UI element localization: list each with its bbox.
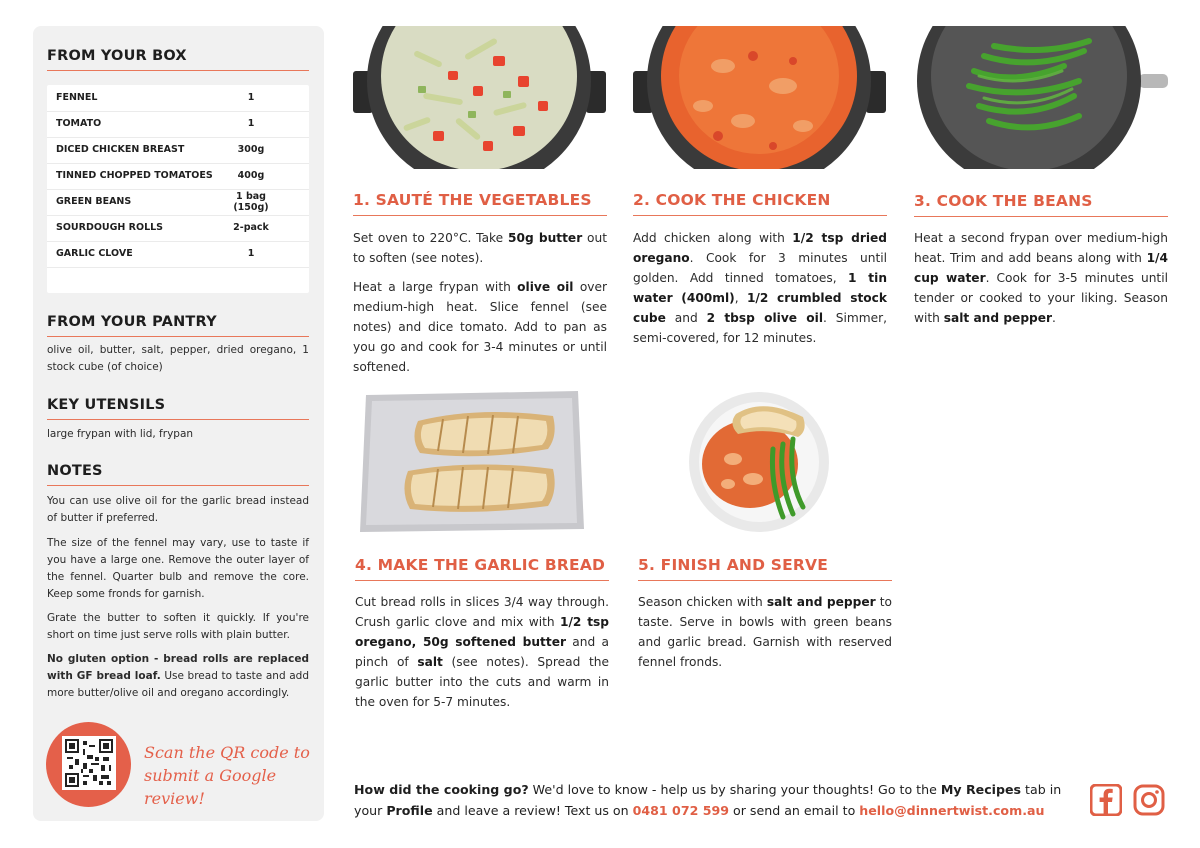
text: tab in your (354, 782, 1062, 818)
instagram-icon[interactable] (1133, 784, 1167, 818)
step-1-title: 1. SAUTÉ THE VEGETABLES (353, 191, 607, 216)
ingredient-name: TINNED CHOPPED TOMATOES (56, 170, 213, 182)
qr-code[interactable] (62, 736, 116, 790)
step-5-title: 5. FINISH AND SERVE (638, 556, 892, 581)
bold-text: salt (417, 655, 443, 669)
step-4-body (355, 592, 609, 721)
utensils-text: large frypan with lid, frypan (47, 428, 194, 440)
facebook-icon[interactable] (1090, 784, 1124, 818)
table-row (47, 137, 309, 164)
step-3-body (914, 228, 1168, 337)
note-1: You can use olive oil for the garlic bread instead of butter if preferred. (47, 495, 309, 524)
bold-text: salt and pepper (943, 311, 1053, 325)
step-2-photo (633, 26, 886, 169)
email-link[interactable]: hello@dinnertwist.com.au (859, 803, 1045, 818)
note-3: Grate the butter to soften it quickly. If you're short on time just serve rolls with plain butter. (47, 612, 309, 641)
bold-text: 2 tbsp olive oil (706, 311, 823, 325)
ingredient-qty: 300g (237, 144, 265, 156)
text: (see notes). Spread the garlic butter into the cuts and warm in the oven for 5-7 minutes. (355, 655, 609, 709)
table-row (47, 85, 309, 112)
note-4-bold: No gluten option - bread rolls are replaced with GF bread loaf. (47, 653, 309, 682)
step-1-photo (353, 26, 606, 169)
ingredient-qty: 1 (247, 118, 255, 130)
bold-text: 1 tin water (400ml) (633, 271, 887, 305)
text: Heat a large frypan with (353, 280, 518, 294)
from-your-box-heading: FROM YOUR BOX (47, 48, 309, 71)
qr-code-icon (65, 739, 113, 787)
text: We'd love to know - help us by sharing your thoughts! Go to the (528, 782, 941, 797)
step-5-body (638, 592, 892, 681)
text: Season chicken with (638, 595, 767, 609)
ingredient-name: DICED CHICKEN BREAST (56, 144, 185, 156)
qr-callout-line-1: Scan the QR code to (144, 743, 310, 762)
text: Add chicken along with (633, 231, 793, 245)
ingredient-qty: 1 bag (150g) (233, 190, 269, 213)
qr-callout-line-2: submit a Google review! (144, 766, 277, 808)
notes-heading: NOTES (47, 463, 309, 486)
text: Set oven to 220°C. Take (353, 231, 508, 245)
note-4 (47, 651, 309, 702)
profile-link[interactable]: Profile (386, 803, 433, 818)
text: . Simmer, semi-covered, for 12 minutes. (633, 311, 887, 345)
bold-text: 1/2 tsp oregano, 50g softened butter (355, 615, 609, 649)
step-1-body (353, 228, 607, 386)
text: over medium-high heat. Slice fennel (see notes) and dice tomato. Add to pan as you go and cook for 3-4 minutes or until softened. (353, 280, 607, 374)
from-your-pantry-heading: FROM YOUR PANTRY (47, 314, 309, 337)
table-row (47, 163, 309, 190)
step-4-photo (358, 391, 586, 532)
review-footer (354, 779, 1074, 821)
ingredient-name: GREEN BEANS (56, 196, 132, 208)
step-3-photo (914, 26, 1168, 169)
step-3-title: 3. COOK THE BEANS (914, 192, 1168, 217)
step-2-body (633, 228, 887, 357)
ingredient-name: FENNEL (56, 92, 98, 104)
ingredient-qty: 2-pack (233, 222, 269, 234)
footer-question: How did the cooking go? (354, 782, 529, 797)
pantry-text: olive oil, butter, salt, pepper, dried oregano, 1 stock cube (of choice) (47, 344, 309, 373)
ingredient-name: GARLIC CLOVE (56, 248, 133, 260)
text: to taste. Serve in bowls with green beans and garlic bread. Garnish with reserved fennel fronds. (638, 595, 892, 669)
text: Cut bread rolls in slices 3/4 way through. Crush garlic clove and mix with (355, 595, 609, 629)
text: Heat a second frypan over medium-high heat. Trim and add beans along with (914, 231, 1168, 265)
qr-callout (144, 741, 314, 810)
my-recipes-link[interactable]: My Recipes (940, 782, 1022, 797)
sidebar (33, 26, 324, 821)
note-4-rest: Use bread to taste and add more butter/olive oil and oregano accordingly. (47, 670, 309, 699)
table-row (47, 189, 309, 216)
bold-text: 1/2 crumbled stock cube (633, 291, 888, 325)
text: . Cook for 3 minutes until golden. Add tinned tomatoes, (633, 251, 887, 285)
ingredient-qty: 1 (247, 92, 255, 104)
ingredient-qty: 1 (247, 248, 255, 260)
ingredient-qty: 400g (237, 170, 265, 182)
table-row (47, 111, 309, 138)
text: . (1052, 311, 1056, 325)
phone-link[interactable]: 0481 072 599 (632, 803, 730, 818)
bold-text: 50g butter (508, 231, 583, 245)
bold-text: salt and pepper (766, 595, 876, 609)
text: . Cook for 3-5 minutes until tender or cooked to your liking. Season with (914, 271, 1168, 325)
table-row (47, 215, 309, 242)
ingredient-name: SOURDOUGH ROLLS (56, 222, 164, 234)
ingredient-name: TOMATO (56, 118, 102, 130)
note-2: The size of the fennel may vary, use to taste if you have a large one. Remove the outer layer of the fennel. Quarter bulb and remove the core. Keep some fronds for garnish. (47, 537, 309, 600)
key-utensils-heading: KEY UTENSILS (47, 397, 309, 420)
text: and (665, 311, 707, 325)
bold-text: 1/4 cup water (914, 251, 1168, 285)
text: or send an email to (729, 803, 860, 818)
step-4-title: 4. MAKE THE GARLIC BREAD (355, 556, 609, 581)
table-row (47, 241, 309, 268)
bold-text: 1/2 tsp dried oregano (633, 231, 888, 265)
bold-text: olive oil (517, 280, 574, 294)
qr-badge (46, 722, 131, 807)
step-2-title: 2. COOK THE CHICKEN (633, 191, 887, 216)
text: out to soften (see notes). (353, 231, 607, 265)
text: and a pinch of (355, 635, 609, 669)
step-5-photo (688, 389, 830, 533)
text: and leave a review! Text us on (432, 803, 633, 818)
box-ingredients-table (47, 85, 309, 293)
text: , (734, 291, 747, 305)
